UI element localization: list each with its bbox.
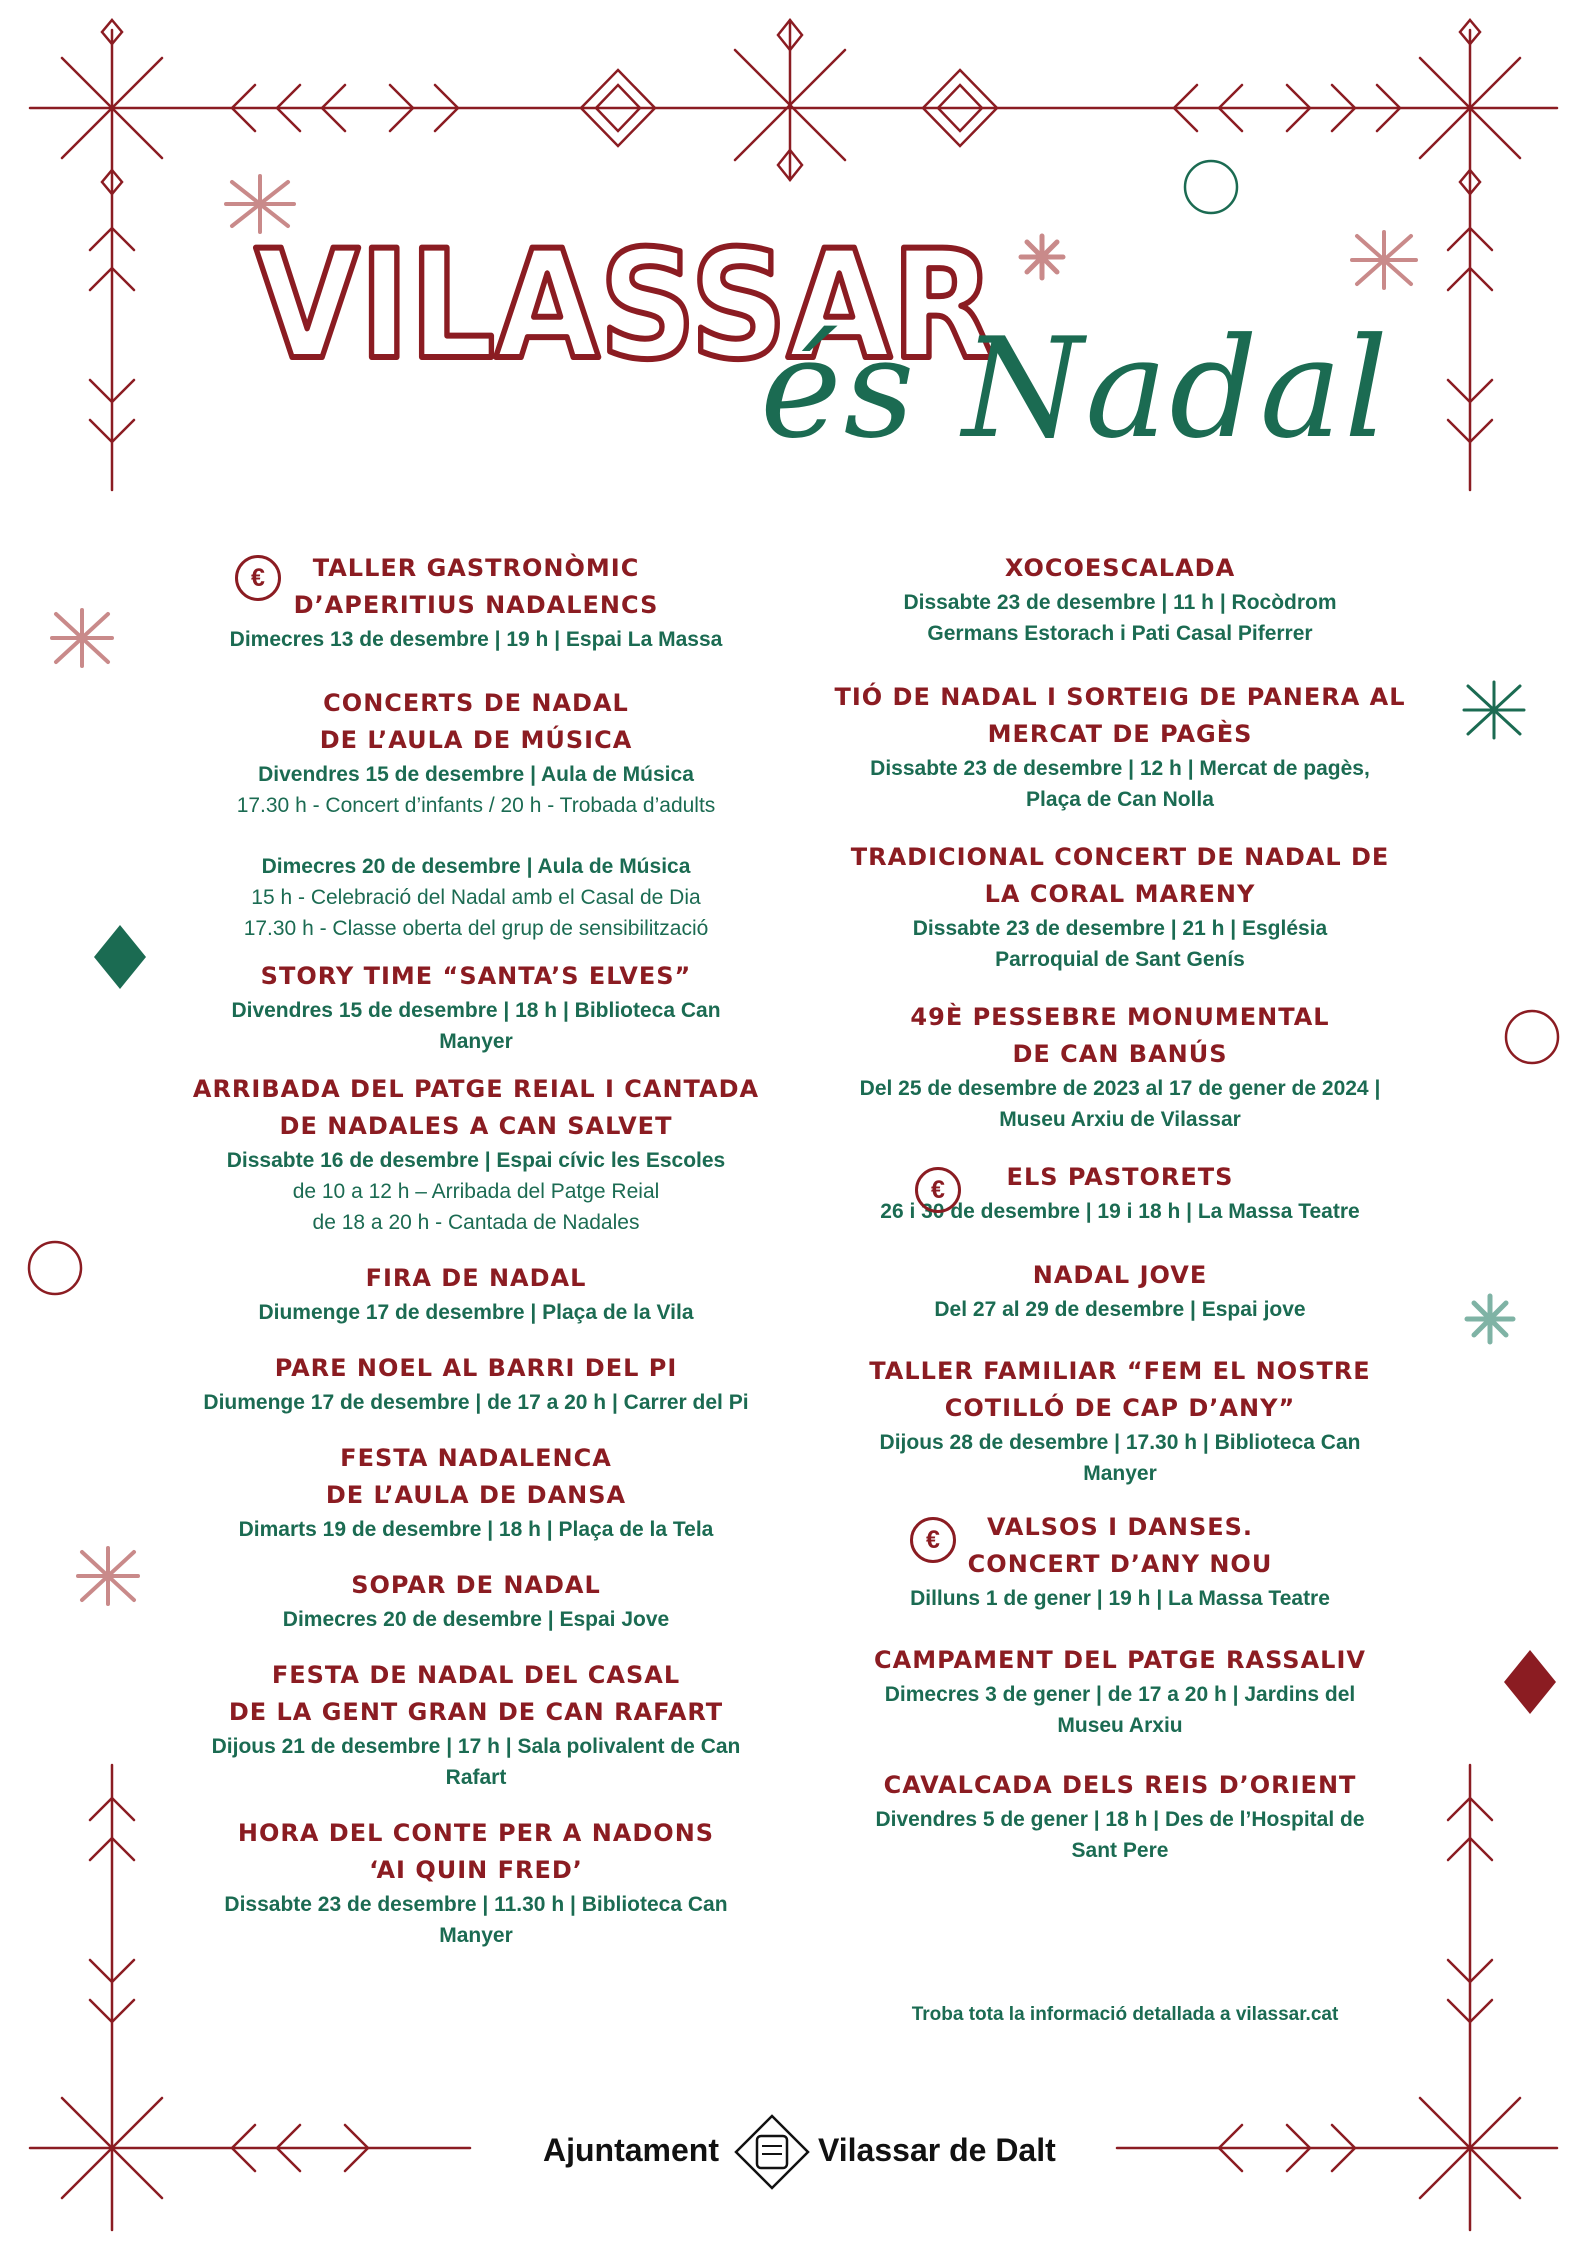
event-date: Manyer — [1083, 1462, 1157, 1485]
event-title: NADAL JOVE — [1032, 1261, 1208, 1289]
event-date: Divendres 15 de desembre | Aula de Música — [258, 763, 694, 786]
event-title: TALLER FAMILIAR “FEM EL NOSTRE — [869, 1357, 1371, 1385]
event-date: Dimecres 13 de desembre | 19 h | Espai La Massa — [229, 628, 723, 651]
crest-icon — [732, 2112, 812, 2192]
event-item — [160, 685, 792, 821]
event-title: XOCOESCALADA — [1004, 554, 1236, 582]
event-title: HORA DEL CONTE PER A NADONS — [237, 1819, 715, 1847]
event-title: COTILLÓ DE CAP D’ANY” — [944, 1394, 1296, 1422]
star-icon — [1021, 236, 1063, 278]
event-title: 49È PESSEBRE MONUMENTAL — [910, 1003, 1330, 1031]
event-title: DE L’AULA DE DANSA — [325, 1481, 627, 1509]
event-date: Divendres 15 de desembre | 18 h | Biblioteca Can — [231, 999, 721, 1022]
euro-icon: € — [915, 1167, 961, 1213]
event-date: Rafart — [445, 1766, 507, 1789]
event-title: ARRIBADA DEL PATGE REIAL I CANTADA — [192, 1075, 760, 1103]
event-title: TIÓ DE NADAL I SORTEIG DE PANERA AL — [834, 683, 1406, 711]
event-title: TRADICIONAL CONCERT DE NADAL DE — [850, 843, 1390, 871]
event-date: Museu Arxiu de Vilassar — [999, 1108, 1241, 1131]
diamond-icon — [94, 925, 146, 989]
event-title: STORY TIME “SANTA’S ELVES” — [260, 962, 692, 990]
event-date: Dimecres 20 de desembre | Espai Jove — [282, 1608, 670, 1631]
event-date: 26 i 30 de desembre | 19 i 18 h | La Massa Teatre — [880, 1200, 1360, 1223]
circle-ornament-icon — [29, 1242, 81, 1294]
event-date: Diumenge 17 de desembre | de 17 a 20 h | Carrer del Pi — [203, 1391, 749, 1414]
event-date: Del 25 de desembre de 2023 al 17 de gener de 2024 | — [859, 1077, 1381, 1100]
event-item — [160, 550, 792, 655]
svg-text:VILASSAR: VILASSAR — [255, 225, 995, 375]
event-detail: 17.30 h - Concert d’infants / 20 h - Trobada d’adults — [236, 794, 716, 817]
event-detail: 17.30 h - Classe oberta del grup de sensibilització — [243, 917, 709, 940]
event-item — [160, 1815, 792, 1951]
event-title: ELS PASTORETS — [1006, 1163, 1234, 1191]
event-item — [825, 839, 1415, 975]
event-date: Dilluns 1 de gener | 19 h | La Massa Teatre — [910, 1587, 1330, 1610]
event-title: DE CAN BANÚS — [1012, 1040, 1228, 1068]
event-item — [825, 999, 1415, 1135]
event-title: CONCERT D’ANY NOU — [967, 1550, 1273, 1578]
event-date: Dissabte 16 de desembre | Espai cívic les Escoles — [226, 1149, 726, 1172]
event-date: Diumenge 17 de desembre | Plaça de la Vila — [258, 1301, 694, 1324]
logo-vilassar-de-dalt: Vilassar de Dalt — [818, 2132, 1056, 2168]
event-date: Dissabte 23 de desembre | 21 h | Església — [912, 917, 1328, 940]
circle-ornament-icon — [1185, 161, 1237, 213]
event-title: PARE NOEL AL BARRI DEL PI — [274, 1354, 678, 1382]
event-item — [825, 1353, 1415, 1489]
event-item — [825, 550, 1415, 649]
event-item — [160, 851, 792, 944]
info-note: Troba tota la informació detallada a vilassar.cat — [911, 2004, 1339, 2025]
event-title: ‘AI QUIN FRED’ — [369, 1856, 583, 1884]
event-date: Dissabte 23 de desembre | 11.30 h | Biblioteca Can — [224, 1893, 728, 1916]
logo-ajuntament: Ajuntament — [543, 2132, 719, 2168]
event-item — [160, 1440, 792, 1545]
event-title: TALLER GASTRONÒMIC — [312, 554, 640, 582]
event-date: Divendres 5 de gener | 18 h | Des de l’Hospital de — [875, 1808, 1365, 1831]
event-date: Manyer — [439, 1030, 513, 1053]
star-icon — [1467, 1296, 1513, 1342]
event-date: Parroquial de Sant Genís — [995, 948, 1245, 971]
event-item — [160, 1657, 792, 1793]
event-date: Dissabte 23 de desembre | 11 h | Rocòdrom — [903, 591, 1337, 614]
event-title: CAVALCADA DELS REIS D’ORIENT — [883, 1771, 1357, 1799]
event-item — [825, 1159, 1415, 1227]
event-item — [160, 1260, 792, 1328]
event-title: FESTA NADALENCA — [340, 1444, 612, 1472]
right-event-column — [825, 550, 1415, 1866]
event-detail: de 10 a 12 h – Arribada del Patge Reial — [292, 1180, 660, 1203]
event-date: Dijous 28 de desembre | 17.30 h | Biblioteca Can — [879, 1431, 1361, 1454]
event-item — [160, 1350, 792, 1418]
event-detail: 15 h - Celebració del Nadal amb el Casal de Dia — [251, 886, 701, 909]
event-date: Dimecres 3 de gener | de 17 a 20 h | Jardins del — [884, 1683, 1356, 1706]
event-title: CONCERTS DE NADAL — [323, 689, 629, 717]
euro-icon: € — [910, 1517, 956, 1563]
event-item — [825, 679, 1415, 815]
snowflake-icon — [1464, 682, 1524, 738]
diamond-icon — [1504, 1650, 1556, 1714]
event-date: Dissabte 23 de desembre | 12 h | Mercat de pagès, — [870, 757, 1370, 780]
event-date: Dimecres 20 de desembre | Aula de Música — [261, 855, 691, 878]
euro-icon: € — [235, 555, 281, 601]
event-item — [825, 1509, 1415, 1614]
circle-ornament-icon — [1506, 1011, 1558, 1063]
event-title: DE NADALES A CAN SALVET — [279, 1112, 673, 1140]
event-date: Manyer — [439, 1924, 513, 1947]
event-item — [825, 1642, 1415, 1741]
event-title: DE L’AULA DE MÚSICA — [319, 726, 633, 754]
event-date: Plaça de Can Nolla — [1026, 788, 1214, 811]
event-title: LA CORAL MARENY — [984, 880, 1256, 908]
event-item — [825, 1257, 1415, 1325]
event-date: Germans Estorach i Pati Casal Piferrer — [927, 622, 1313, 645]
title-es-nadal: és Nadal — [760, 308, 1391, 469]
event-title: D’APERITIUS NADALENCS — [293, 591, 659, 619]
event-date: Del 27 al 29 de desembre | Espai jove — [934, 1298, 1306, 1321]
event-date: Dijous 21 de desembre | 17 h | Sala polivalent de Can — [211, 1735, 741, 1758]
event-item — [160, 1567, 792, 1635]
event-title: DE LA GENT GRAN DE CAN RAFART — [228, 1698, 724, 1726]
event-date: Sant Pere — [1071, 1839, 1169, 1862]
event-title: VALSOS I DANSES. — [986, 1513, 1254, 1541]
event-title: CAMPAMENT DEL PATGE RASSALIV — [874, 1646, 1366, 1674]
event-title: SOPAR DE NADAL — [351, 1571, 601, 1599]
event-title: FESTA DE NADAL DEL CASAL — [271, 1661, 681, 1689]
event-item — [825, 1767, 1415, 1866]
event-date: Dimarts 19 de desembre | 18 h | Plaça de la Tela — [238, 1518, 714, 1541]
left-event-column — [160, 550, 792, 1951]
event-item — [160, 1071, 792, 1238]
event-date: Museu Arxiu — [1057, 1714, 1183, 1737]
event-title: MERCAT DE PAGÈS — [987, 720, 1253, 748]
event-title: FIRA DE NADAL — [365, 1264, 587, 1292]
event-detail: de 18 a 20 h - Cantada de Nadales — [312, 1211, 640, 1234]
event-item — [160, 958, 792, 1057]
